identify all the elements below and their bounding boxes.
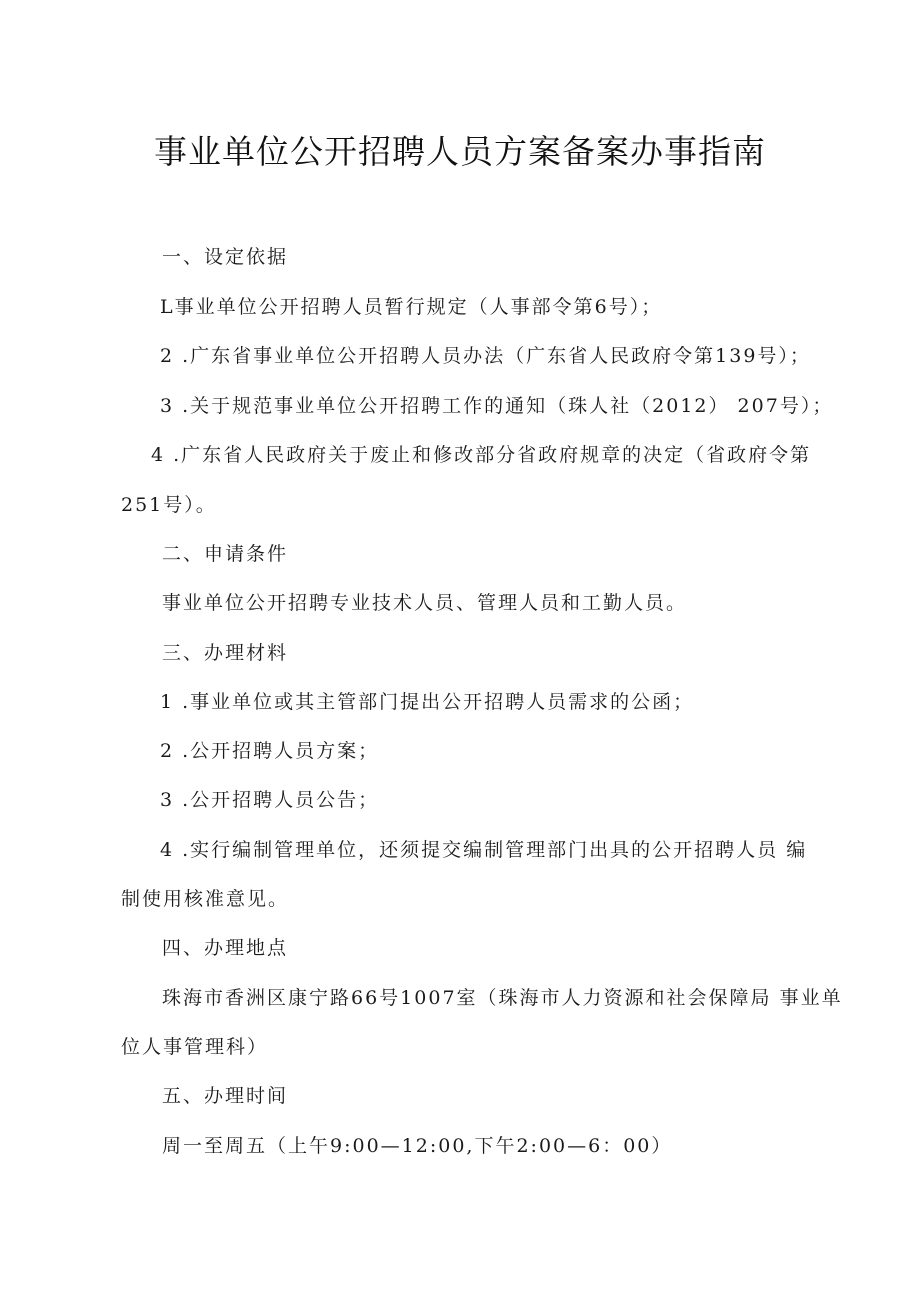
materials-item-3: 3 .公开招聘人员公告； (160, 789, 380, 811)
section-heading-conditions: 二、申请条件 (162, 543, 289, 565)
location-line-1: 珠海市香洲区康宁路66号1007室（珠海市人力资源和社会保障局 事业单 (162, 987, 843, 1009)
conditions-text: 事业单位公开招聘专业技术人员、管理人员和工勤人员。 (162, 592, 688, 614)
basis-item-4-line-2: 251号）。 (121, 494, 217, 516)
materials-item-4-line-2: 制使用核准意见。 (121, 888, 290, 910)
materials-item-1: 1 .事业单位或其主管部门提出公开招聘人员需求的公函； (160, 691, 695, 713)
basis-item-2: 2 .广东省事业单位公开招聘人员办法（广东省人民政府令第139号）； (160, 345, 811, 367)
materials-item-4-line-1: 4 .实行编制管理单位，还须提交编制管理部门出具的公开招聘人员 编 (160, 839, 808, 861)
hours-text: 周一至周五（上午9:00—12:00,下午2:00—6：00） (162, 1135, 673, 1157)
document-title: 事业单位公开招聘人员方案备案办事指南 (154, 132, 766, 171)
basis-item-3: 3 .关于规范事业单位公开招聘工作的通知（珠人社（2012） 207号）； (160, 395, 834, 417)
section-heading-location: 四、办理地点 (162, 937, 289, 959)
section-heading-basis: 一、设定依据 (162, 246, 289, 268)
materials-item-2: 2 .公开招聘人员方案； (160, 740, 380, 762)
location-line-2: 位人事管理科） (121, 1036, 269, 1058)
basis-item-1: L事业单位公开招聘人员暂行规定（人事部令第6号）； (160, 296, 663, 318)
section-heading-materials: 三、办理材料 (162, 642, 289, 664)
section-heading-hours: 五、办理时间 (162, 1085, 289, 1107)
basis-item-4-line-1: 4 .广东省人民政府关于废止和修改部分省政府规章的决定（省政府令第 (151, 444, 812, 466)
